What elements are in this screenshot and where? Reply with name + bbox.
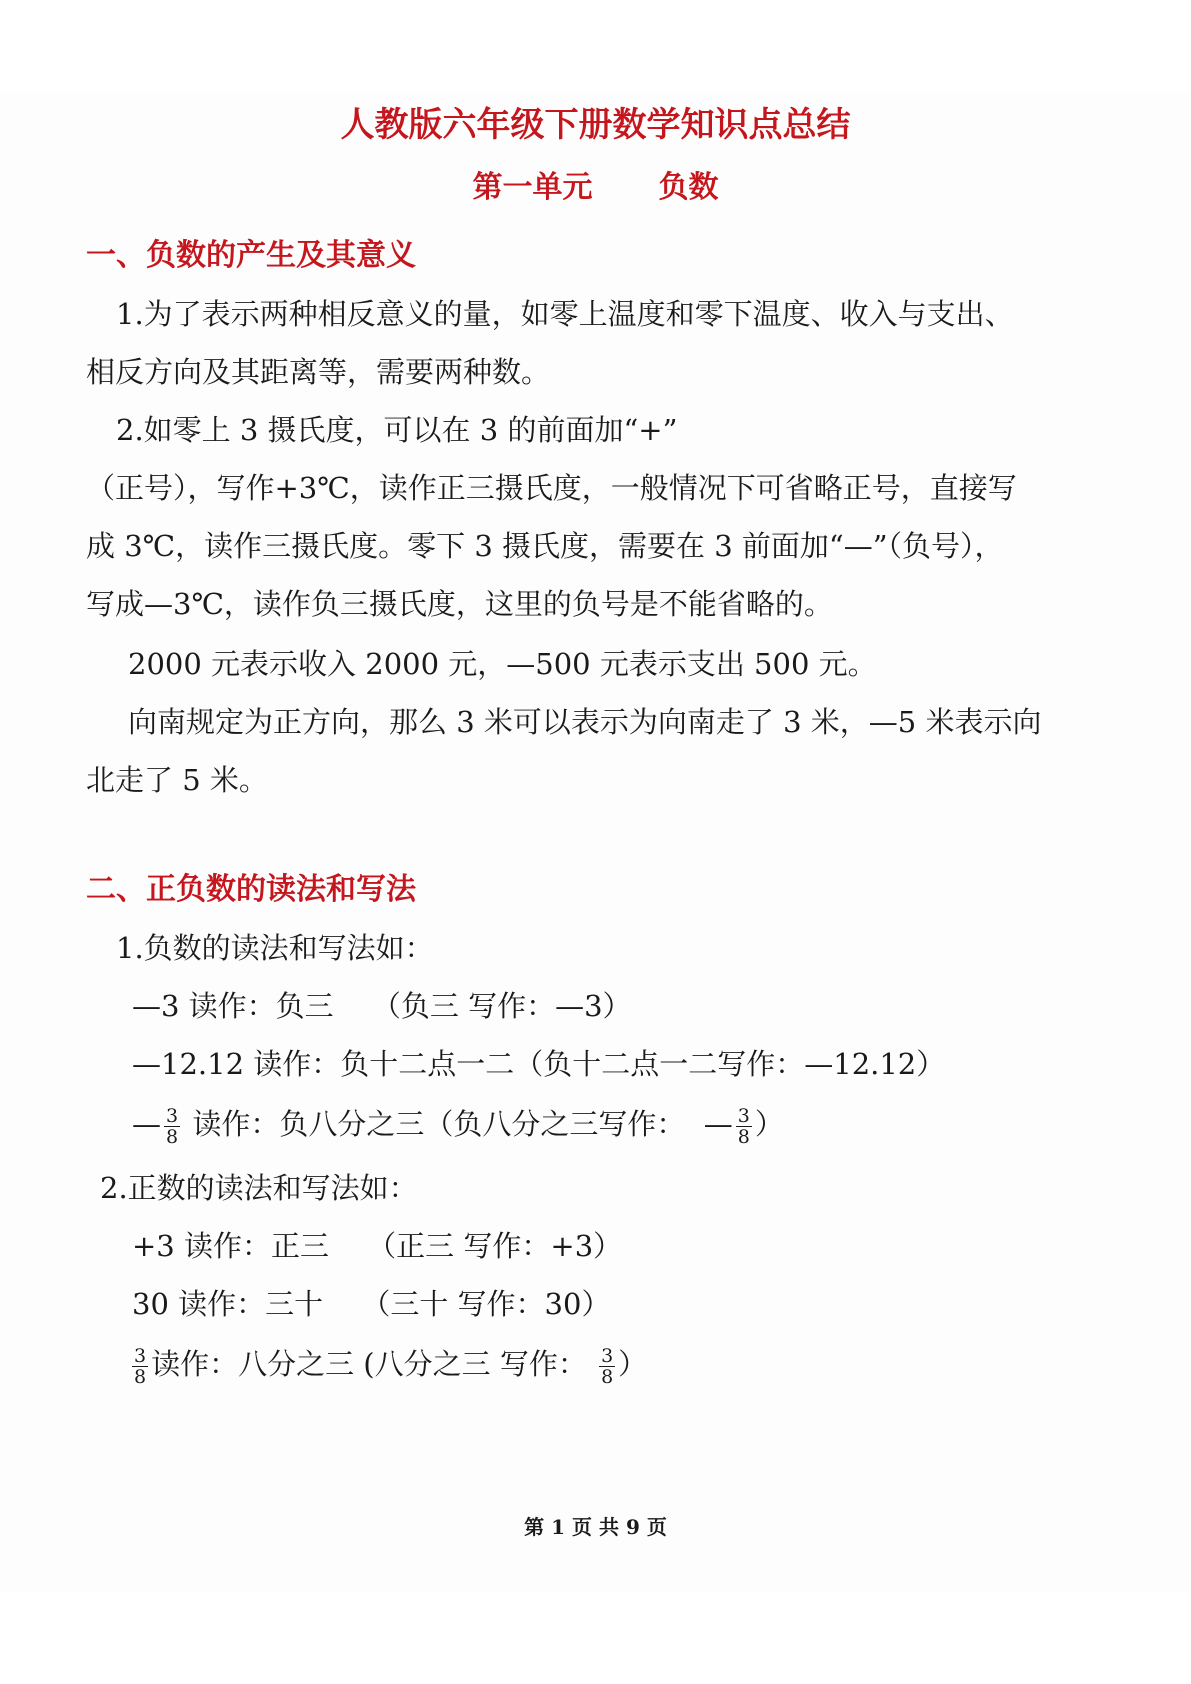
paragraph-line: 2000 元表示收入 2000 元，—500 元表示支出 500 元。 — [128, 647, 877, 681]
unit-heading — [0, 166, 1191, 210]
paragraph-line: 1.为了表示两种相反意义的量，如零上温度和零下温度、收入与支出、 — [116, 297, 1014, 331]
close-paren: ） — [754, 1107, 784, 1141]
fraction — [736, 1106, 752, 1147]
example-line: +3 读作：正三 （正三 写作：+3） — [132, 1229, 623, 1263]
paragraph-line: 相反方向及其距离等，需要两种数。 — [86, 355, 551, 389]
unit-label: 第一单元 — [472, 170, 593, 205]
fraction — [164, 1106, 180, 1147]
fraction — [132, 1346, 148, 1387]
fraction-numerator: 3 — [134, 1344, 147, 1367]
example-line-neg-fraction — [132, 1102, 784, 1147]
example-line-pos-fraction — [132, 1342, 647, 1387]
paragraph-line: 向南规定为正方向，那么 3 米可以表示为向南走了 3 米，—5 米表示向 — [128, 705, 1042, 739]
fraction-numerator: 3 — [166, 1104, 179, 1127]
section-heading-1: 一、负数的产生及其意义 — [86, 238, 416, 273]
fraction-denominator: 8 — [134, 1365, 147, 1388]
close-paren: ） — [618, 1347, 648, 1381]
fraction-denominator: 8 — [601, 1365, 614, 1388]
section-heading-2: 二、正负数的读法和写法 — [86, 872, 416, 907]
paragraph-line: 成 3℃，读作三摄氏度。零下 3 摄氏度，需要在 3 前面加“—”（负号）， — [86, 529, 1004, 563]
paragraph-line: 北走了 5 米。 — [86, 763, 268, 797]
reading-text: 读作：负八分之三（负八分之三写作： — [192, 1107, 686, 1141]
example-line: —12.12 读作：负十二点一二（负十二点一二写作：—12.12） — [132, 1047, 946, 1081]
paragraph-line: 2.正数的读法和写法如： — [100, 1171, 418, 1205]
paragraph-line: （正号），写作+3℃，读作正三摄氏度，一般情况下可省略正号，直接写 — [86, 471, 1017, 505]
example-line: 30 读作：三十 （三十 写作：30） — [132, 1287, 611, 1321]
fraction — [599, 1346, 615, 1387]
document-page — [0, 92, 1191, 1592]
unit-name: 负数 — [658, 170, 719, 205]
paragraph-line: 写成—3℃，读作负三摄氏度，这里的负号是不能省略的。 — [86, 587, 833, 621]
fraction-numerator: 3 — [737, 1104, 750, 1127]
paragraph-line: 1.负数的读法和写法如： — [116, 931, 434, 965]
page-footer: 第 1 页 共 9 页 — [524, 1515, 667, 1539]
paragraph-line: 2.如零上 3 摄氏度，可以在 3 的前面加“+” — [116, 413, 678, 447]
fraction-denominator: 8 — [737, 1125, 750, 1148]
fraction-denominator: 8 — [166, 1125, 179, 1148]
minus-sign: — — [132, 1107, 161, 1141]
fraction-numerator: 3 — [601, 1344, 614, 1367]
reading-text: 读作：八分之三 (八分之三 写作： — [151, 1347, 587, 1381]
document-title: 人教版六年级下册数学知识点总结 — [340, 105, 851, 145]
minus-sign: — — [703, 1107, 733, 1141]
example-line: —3 读作：负三 （负三 写作：—3） — [132, 989, 632, 1023]
